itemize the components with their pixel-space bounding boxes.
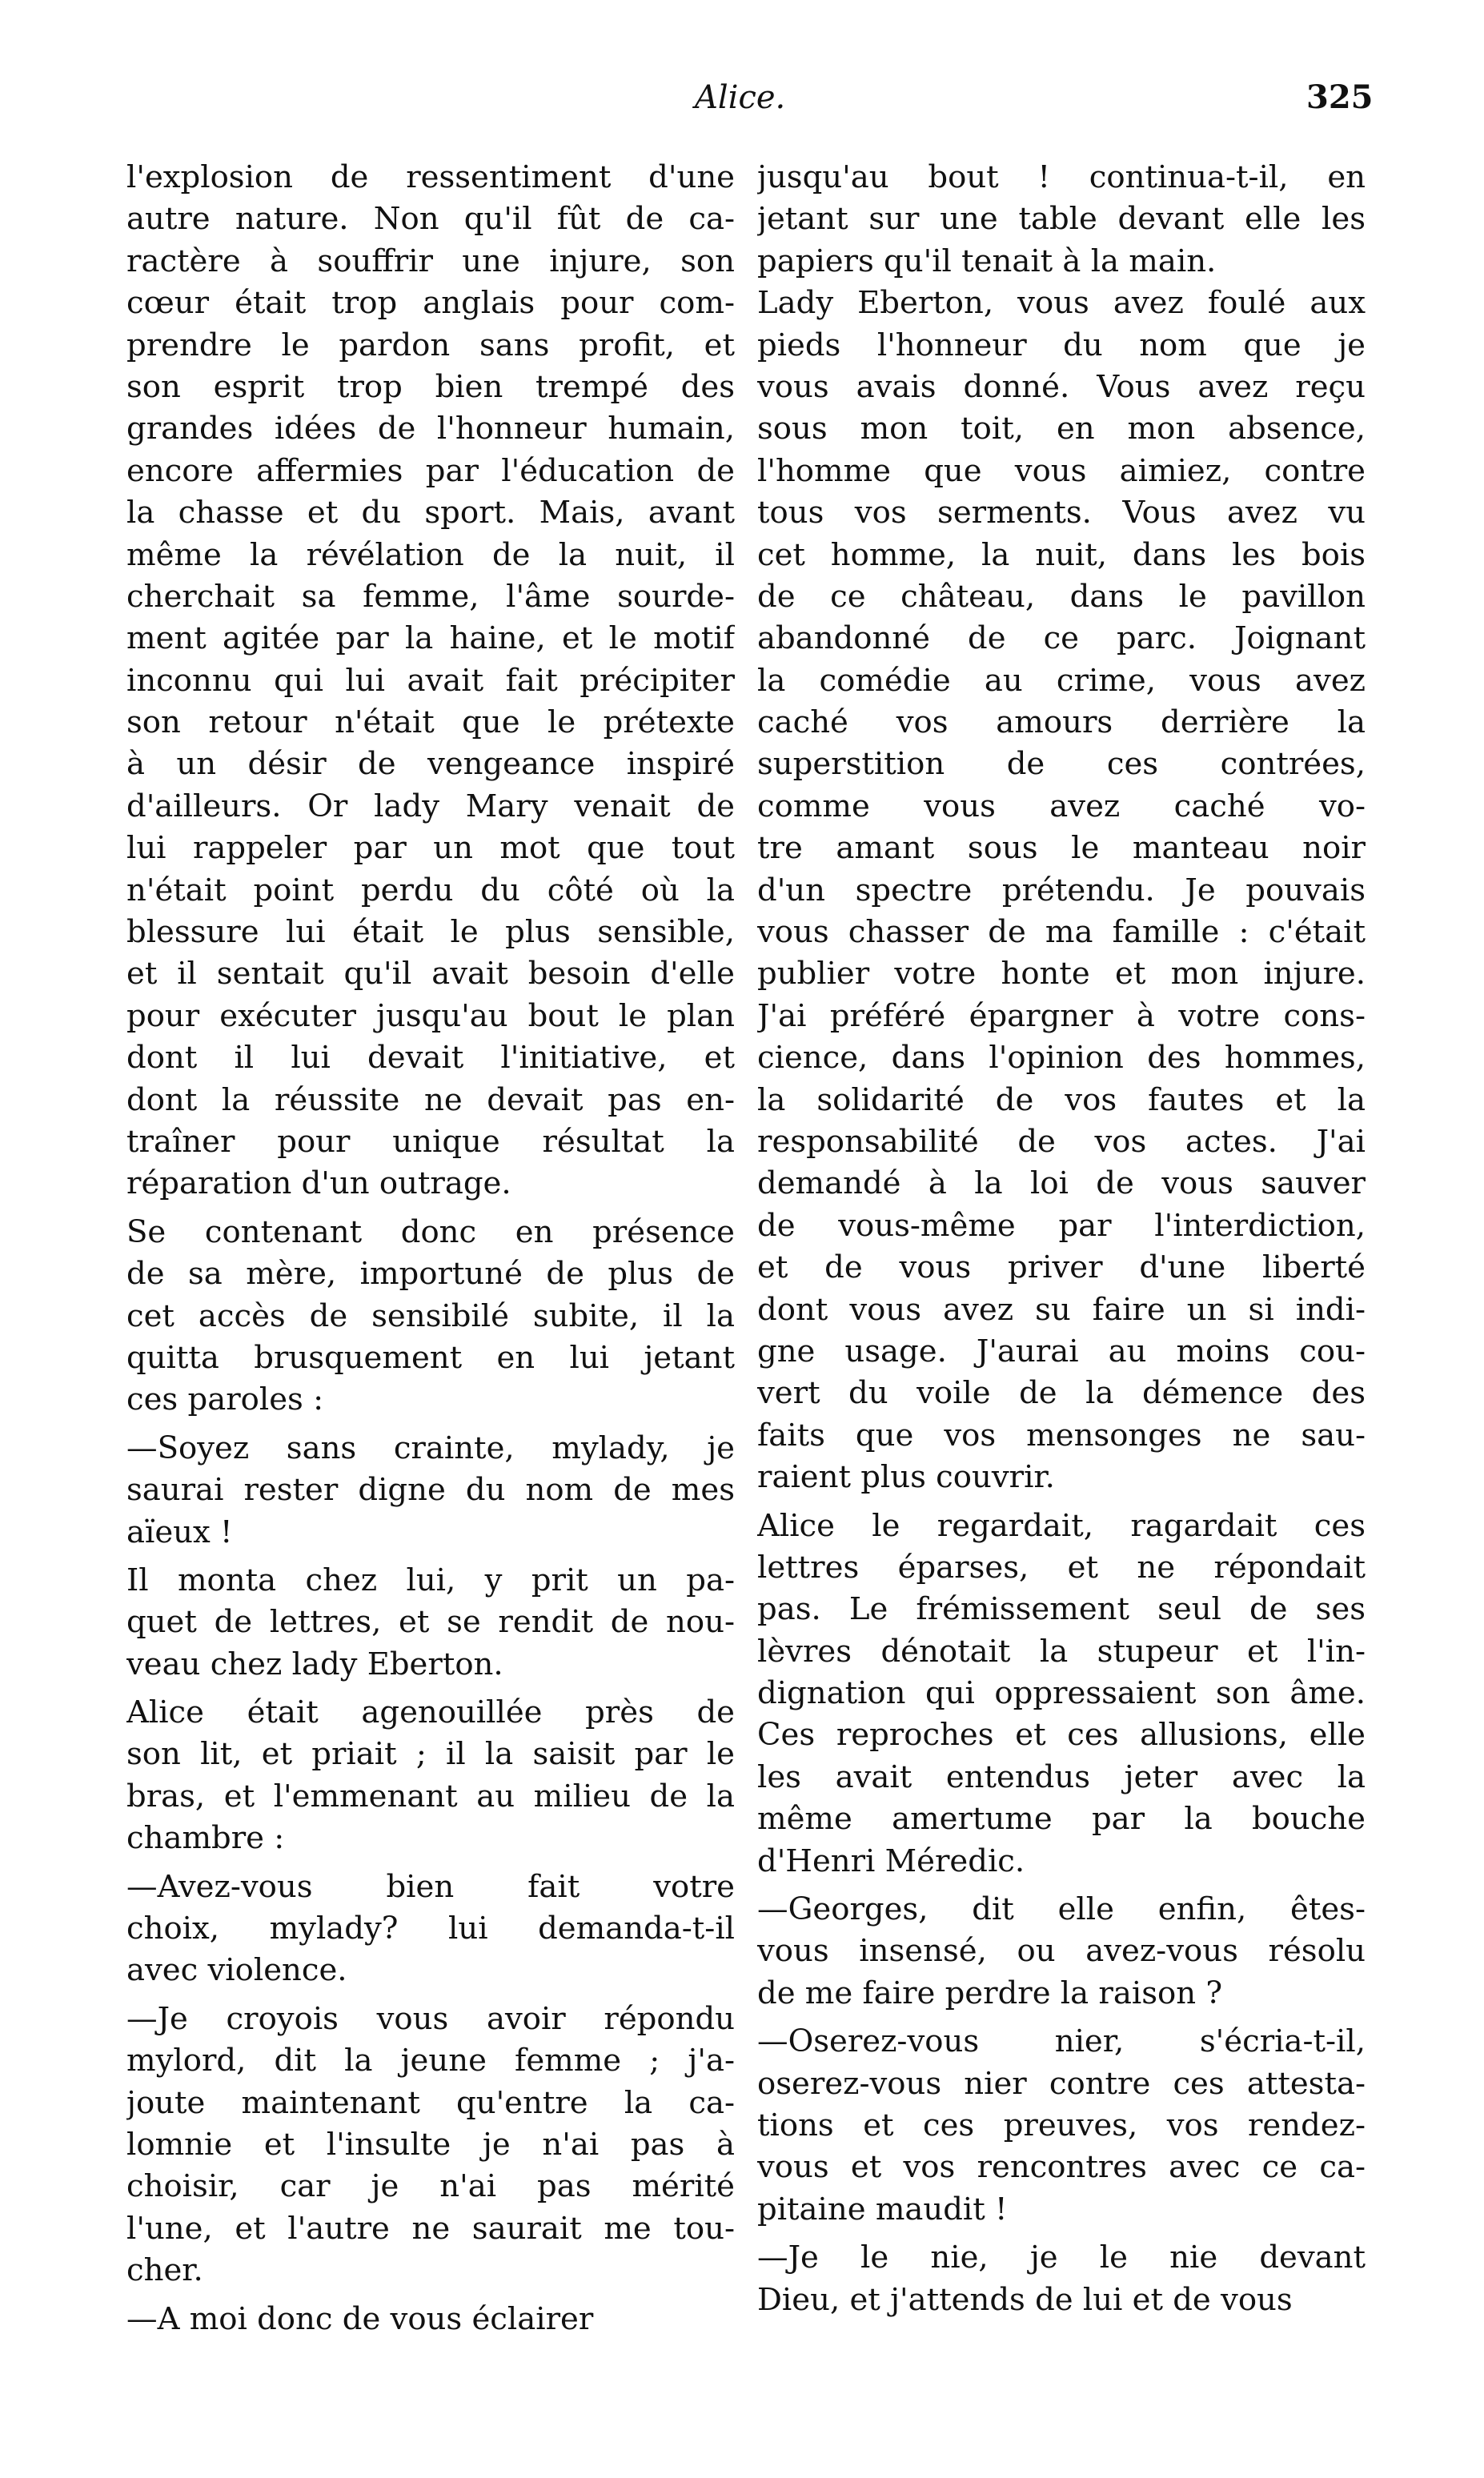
text-line: —Avez-vous bien fait votre [126, 1868, 735, 1905]
text-line: de me faire perdre la raison ? [757, 1975, 1223, 2011]
text-line: inconnu qui lui avait fait précipiter [126, 662, 735, 699]
text-line: saurai rester digne du nom de mes [126, 1472, 735, 1509]
left-text-column [126, 157, 735, 2340]
text-line: vert du voile de la démence des [757, 1375, 1366, 1412]
text-line: vous et vos rencontres avec ce ca- [757, 2149, 1366, 2186]
text-line: vous insensé, ou avez-vous résolu [757, 1933, 1366, 1970]
text-line: tions et ces preuves, vos rendez- [757, 2107, 1366, 2143]
text-line: J'ai préféré épargner à votre cons- [757, 997, 1366, 1034]
text-line: mylord, dit la jeune femme ; j'a- [126, 2043, 735, 2079]
right-text-column [757, 157, 1366, 2321]
text-line: de ce château, dans le pavillon [757, 578, 1366, 615]
text-line: pour exécuter jusqu'au bout le plan [126, 997, 735, 1034]
text-line: —A moi donc de vous éclairer [126, 2300, 594, 2337]
text-line: son retour n'était que le prétexte [126, 704, 735, 741]
text-line: Alice était agenouillée près de [126, 1694, 735, 1731]
text-line: autre nature. Non qu'il fût de ca- [126, 201, 735, 238]
text-line: Ces reproches et ces allusions, elle [757, 1717, 1366, 1754]
text-line: bras, et l'emmenant au milieu de la [126, 1778, 735, 1814]
text-line: la comédie au crime, vous avez [757, 662, 1366, 699]
text-line: ractère à souffrir une injure, son [126, 243, 735, 279]
text-line: tre amant sous le manteau noir [757, 830, 1366, 867]
text-line: cherchait sa femme, l'âme sourde- [126, 578, 735, 615]
page-number: 325 [1306, 78, 1374, 116]
text-line: jetant sur une table devant elle les [757, 201, 1366, 238]
text-line: pieds l'honneur du nom que je [757, 327, 1366, 363]
text-line: gne usage. J'aurai au moins cou- [757, 1333, 1366, 1369]
text-line: raient plus couvrir. [757, 1459, 1055, 1496]
text-line: Lady Eberton, vous avez foulé aux [757, 285, 1366, 322]
text-line: prendre le pardon sans profit, et [126, 327, 735, 363]
text-line: son esprit trop bien trempé des [126, 368, 735, 405]
text-line: faits que vos mensonges ne sau- [757, 1417, 1366, 1454]
text-line: et il sentait qu'il avait besoin d'elle [126, 956, 735, 992]
text-line: l'explosion de ressentiment d'une [126, 159, 735, 195]
text-line: de sa mère, importuné de plus de [126, 1256, 735, 1293]
text-line: caché vos amours derrière la [757, 704, 1366, 741]
text-line: cience, dans l'opinion des hommes, [757, 1040, 1366, 1077]
text-line: —Je croyois vous avoir répondu [126, 2000, 735, 2037]
text-line: blessure lui était le plus sensible, [126, 914, 735, 951]
text-line: réparation d'un outrage. [126, 1165, 511, 1202]
text-line: l'une, et l'autre ne saurait me tou- [126, 2210, 735, 2247]
text-line: abandonné de ce parc. Joignant [757, 620, 1366, 657]
text-line: comme vous avez caché vo- [757, 788, 1366, 824]
text-line: papiers qu'il tenait à la main. [757, 243, 1217, 279]
text-line: d'un spectre prétendu. Je pouvais [757, 872, 1366, 908]
text-line: tous vos serments. Vous avez vu [757, 495, 1366, 531]
text-line: —Je le nie, je le nie devant [757, 2239, 1366, 2276]
text-line: avec violence. [126, 1952, 347, 1989]
text-line: ment agitée par la haine, et le motif [126, 620, 735, 657]
text-line: l'homme que vous aimiez, contre [757, 452, 1366, 489]
text-line: oserez-vous nier contre ces attesta- [757, 2065, 1366, 2102]
text-line: cœur était trop anglais pour com- [126, 285, 735, 322]
running-title: Alice. [695, 79, 786, 116]
text-line: —Oserez-vous nier, s'écria-t-il, [757, 2023, 1366, 2060]
text-line: et de vous priver d'une liberté [757, 1249, 1366, 1286]
text-line: Alice le regardait, ragardait ces [757, 1507, 1366, 1544]
text-line: même la révélation de la nuit, il [126, 536, 735, 573]
text-line: n'était point perdu du côté où la [126, 872, 735, 908]
text-line: d'Henri Méredic. [757, 1842, 1025, 1879]
text-line: Il monta chez lui, y prit un pa- [126, 1562, 735, 1598]
text-line: son lit, et priait ; il la saisit par le [126, 1736, 735, 1773]
text-line: vous avais donné. Vous avez reçu [757, 368, 1366, 405]
text-line: cet accès de sensibilé subite, il la [126, 1297, 735, 1334]
text-line: choix, mylady? lui demanda-t-il [126, 1911, 735, 1947]
text-line: traîner pour unique résultat la [126, 1123, 735, 1160]
text-line: les avait entendus jeter avec la [757, 1758, 1366, 1795]
text-line: lèvres dénotait la stupeur et l'in- [757, 1633, 1366, 1670]
text-line: pas. Le frémissement seul de ses [757, 1591, 1366, 1628]
text-line: aïeux ! [126, 1514, 233, 1550]
text-line: —Georges, dit elle enfin, êtes- [757, 1891, 1366, 1928]
text-line: demandé à la loi de vous sauver [757, 1165, 1366, 1202]
text-line: lui rappeler par un mot que tout [126, 830, 735, 867]
text-line: cher. [126, 2252, 203, 2289]
text-line: dont vous avez su faire un si indi- [757, 1291, 1366, 1328]
text-line: cet homme, la nuit, dans les bois [757, 536, 1366, 573]
text-line: la chasse et du sport. Mais, avant [126, 495, 735, 531]
text-line: lomnie et l'insulte je n'ai pas à [126, 2126, 735, 2163]
text-line: —Soyez sans crainte, mylady, je [126, 1429, 735, 1466]
text-line: responsabilité de vos actes. J'ai [757, 1123, 1366, 1160]
text-line: encore affermies par l'éducation de [126, 452, 735, 489]
text-line: même amertume par la bouche [757, 1801, 1366, 1838]
text-line: ces paroles : [126, 1381, 324, 1418]
text-line: de vous-même par l'interdiction, [757, 1207, 1366, 1244]
text-line: dont il lui devait l'initiative, et [126, 1040, 735, 1077]
text-line: publier votre honte et mon injure. [757, 956, 1366, 992]
text-line: à un désir de vengeance inspiré [126, 746, 735, 783]
text-line: lettres éparses, et ne répondait [757, 1549, 1366, 1586]
text-line: la solidarité de vos fautes et la [757, 1081, 1366, 1118]
text-line: pitaine maudit ! [757, 2191, 1008, 2227]
text-line: grandes idées de l'honneur humain, [126, 411, 735, 447]
text-line: quet de lettres, et se rendit de nou- [126, 1604, 735, 1641]
text-line: veau chez lady Eberton. [126, 1646, 503, 1682]
text-line: choisir, car je n'ai pas mérité [126, 2168, 735, 2205]
text-line: vous chasser de ma famille : c'était [757, 914, 1366, 951]
text-line: d'ailleurs. Or lady Mary venait de [126, 788, 735, 824]
text-line: dont la réussite ne devait pas en- [126, 1081, 735, 1118]
text-line: jusqu'au bout ! continua-t-il, en [757, 159, 1366, 195]
text-line: Se contenant donc en présence [126, 1213, 735, 1250]
text-line: dignation qui oppressaient son âme. [757, 1675, 1366, 1712]
text-line: sous mon toit, en mon absence, [757, 411, 1366, 447]
text-line: quitta brusquement en lui jetant [126, 1339, 735, 1376]
text-line: Dieu, et j'attends de lui et de vous [757, 2281, 1293, 2318]
text-line: chambre : [126, 1820, 285, 1857]
text-line: superstition de ces contrées, [757, 746, 1366, 783]
text-line: joute maintenant qu'entre la ca- [126, 2084, 735, 2121]
